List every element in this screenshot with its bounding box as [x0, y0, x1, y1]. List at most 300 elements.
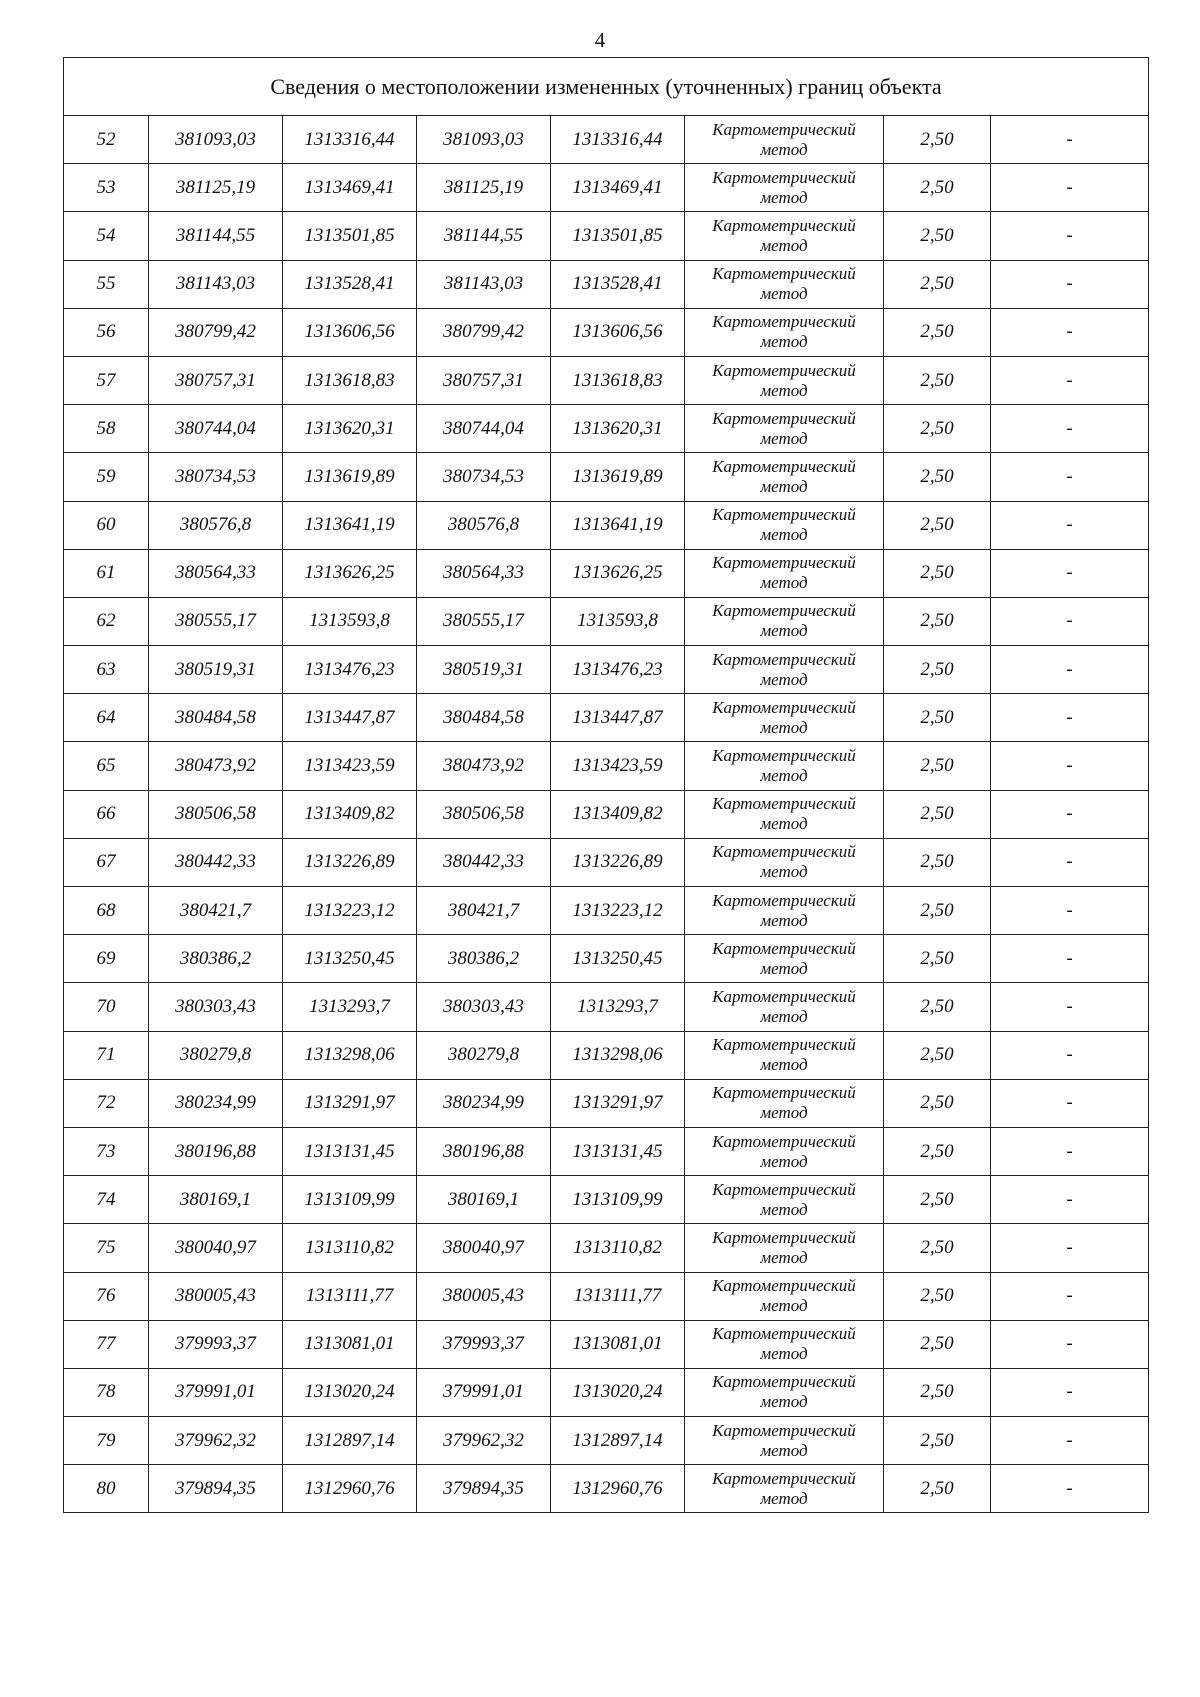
method-cell	[685, 1224, 884, 1272]
method-cell	[685, 405, 884, 453]
method-cell	[685, 838, 884, 886]
table-body	[64, 58, 1149, 1513]
method-cell	[685, 1465, 884, 1513]
description-cell: -	[991, 742, 1149, 790]
x-existing-cell: 381144,55	[149, 212, 283, 260]
method-line-1: Картометрический	[712, 601, 856, 621]
description-cell: -	[991, 1320, 1149, 1368]
x-existing-cell: 380473,92	[149, 742, 283, 790]
x-existing-cell: 380519,31	[149, 646, 283, 694]
x-new-cell: 380734,53	[417, 453, 551, 501]
method-line-2: метод	[760, 332, 808, 352]
y-existing-cell: 1313619,89	[283, 453, 417, 501]
method-cell	[685, 116, 884, 164]
method-line-2: метод	[760, 1440, 808, 1460]
method-cell	[685, 983, 884, 1031]
y-new-cell: 1313476,23	[551, 646, 685, 694]
table-title: Сведения о местоположении измененных (уточненных) границ объекта	[64, 58, 1149, 116]
x-new-cell: 380484,58	[417, 694, 551, 742]
method-line-2: метод	[760, 1103, 808, 1123]
method-line-2: метод	[760, 910, 808, 930]
point-number-cell: 53	[64, 164, 149, 212]
method-line-2: метод	[760, 814, 808, 834]
description-cell: -	[991, 838, 1149, 886]
method-line-1: Картометрический	[712, 938, 856, 958]
x-existing-cell: 380744,04	[149, 405, 283, 453]
table-row	[64, 1031, 1149, 1079]
method-line-1: Картометрический	[712, 408, 856, 428]
y-new-cell: 1313081,01	[551, 1320, 685, 1368]
accuracy-cell: 2,50	[884, 1272, 991, 1320]
point-number-cell: 65	[64, 742, 149, 790]
table-row	[64, 260, 1149, 308]
table-row	[64, 1368, 1149, 1416]
x-existing-cell: 380005,43	[149, 1272, 283, 1320]
description-cell: -	[991, 983, 1149, 1031]
table-row	[64, 887, 1149, 935]
description-cell: -	[991, 1079, 1149, 1127]
y-new-cell: 1313250,45	[551, 935, 685, 983]
y-existing-cell: 1313606,56	[283, 308, 417, 356]
description-cell: -	[991, 887, 1149, 935]
x-new-cell: 381125,19	[417, 164, 551, 212]
y-new-cell: 1313291,97	[551, 1079, 685, 1127]
method-line-1: Картометрический	[712, 215, 856, 235]
table-row	[64, 453, 1149, 501]
accuracy-cell: 2,50	[884, 1031, 991, 1079]
method-line-2: метод	[760, 235, 808, 255]
method-line-1: Картометрический	[712, 1276, 856, 1296]
description-cell: -	[991, 694, 1149, 742]
accuracy-cell: 2,50	[884, 1224, 991, 1272]
y-existing-cell: 1313423,59	[283, 742, 417, 790]
table-row	[64, 742, 1149, 790]
method-cell	[685, 646, 884, 694]
accuracy-cell: 2,50	[884, 597, 991, 645]
description-cell: -	[991, 116, 1149, 164]
x-new-cell: 380169,1	[417, 1176, 551, 1224]
accuracy-cell: 2,50	[884, 790, 991, 838]
method-cell	[685, 1031, 884, 1079]
table-row	[64, 308, 1149, 356]
method-cell	[685, 742, 884, 790]
x-existing-cell: 380564,33	[149, 549, 283, 597]
y-new-cell: 1313131,45	[551, 1127, 685, 1175]
x-existing-cell: 380234,99	[149, 1079, 283, 1127]
method-cell	[685, 453, 884, 501]
description-cell: -	[991, 790, 1149, 838]
point-number-cell: 72	[64, 1079, 149, 1127]
method-line-1: Картометрический	[712, 167, 856, 187]
y-existing-cell: 1313469,41	[283, 164, 417, 212]
accuracy-cell: 2,50	[884, 116, 991, 164]
method-line-2: метод	[760, 862, 808, 882]
accuracy-cell: 2,50	[884, 1127, 991, 1175]
x-new-cell: 380442,33	[417, 838, 551, 886]
method-line-2: метод	[760, 1296, 808, 1316]
method-line-2: метод	[760, 958, 808, 978]
accuracy-cell: 2,50	[884, 405, 991, 453]
method-line-1: Картометрический	[712, 1420, 856, 1440]
method-line-2: метод	[760, 1344, 808, 1364]
method-cell	[685, 356, 884, 404]
method-line-1: Картометрический	[712, 553, 856, 573]
y-existing-cell: 1312897,14	[283, 1417, 417, 1465]
point-number-cell: 74	[64, 1176, 149, 1224]
x-new-cell: 380234,99	[417, 1079, 551, 1127]
method-line-1: Картометрический	[712, 1179, 856, 1199]
method-line-2: метод	[760, 1006, 808, 1026]
y-new-cell: 1313409,82	[551, 790, 685, 838]
description-cell: -	[991, 260, 1149, 308]
description-cell: -	[991, 501, 1149, 549]
x-existing-cell: 381143,03	[149, 260, 283, 308]
x-existing-cell: 380040,97	[149, 1224, 283, 1272]
method-line-1: Картометрический	[712, 119, 856, 139]
y-existing-cell: 1313081,01	[283, 1320, 417, 1368]
method-line-2: метод	[760, 476, 808, 496]
x-existing-cell: 380279,8	[149, 1031, 283, 1079]
y-existing-cell: 1313316,44	[283, 116, 417, 164]
accuracy-cell: 2,50	[884, 164, 991, 212]
x-new-cell: 381144,55	[417, 212, 551, 260]
method-line-1: Картометрический	[712, 1227, 856, 1247]
point-number-cell: 76	[64, 1272, 149, 1320]
y-new-cell: 1313298,06	[551, 1031, 685, 1079]
point-number-cell: 71	[64, 1031, 149, 1079]
y-new-cell: 1313469,41	[551, 164, 685, 212]
x-new-cell: 380473,92	[417, 742, 551, 790]
point-number-cell: 54	[64, 212, 149, 260]
table-row	[64, 646, 1149, 694]
table-row	[64, 212, 1149, 260]
point-number-cell: 79	[64, 1417, 149, 1465]
description-cell: -	[991, 1176, 1149, 1224]
method-line-1: Картометрический	[712, 986, 856, 1006]
x-existing-cell: 380196,88	[149, 1127, 283, 1175]
method-line-1: Картометрический	[712, 1083, 856, 1103]
point-number-cell: 68	[64, 887, 149, 935]
point-number-cell: 64	[64, 694, 149, 742]
point-number-cell: 59	[64, 453, 149, 501]
method-cell	[685, 694, 884, 742]
y-new-cell: 1313593,8	[551, 597, 685, 645]
y-existing-cell: 1313131,45	[283, 1127, 417, 1175]
x-existing-cell: 380555,17	[149, 597, 283, 645]
description-cell: -	[991, 356, 1149, 404]
table-row	[64, 1176, 1149, 1224]
accuracy-cell: 2,50	[884, 935, 991, 983]
accuracy-cell: 2,50	[884, 1417, 991, 1465]
y-new-cell: 1313109,99	[551, 1176, 685, 1224]
method-line-1: Картометрический	[712, 264, 856, 284]
table-row	[64, 405, 1149, 453]
accuracy-cell: 2,50	[884, 260, 991, 308]
method-cell	[685, 1368, 884, 1416]
y-new-cell: 1313641,19	[551, 501, 685, 549]
point-number-cell: 57	[64, 356, 149, 404]
method-line-1: Картометрический	[712, 312, 856, 332]
description-cell: -	[991, 1368, 1149, 1416]
y-existing-cell: 1313626,25	[283, 549, 417, 597]
x-new-cell: 381143,03	[417, 260, 551, 308]
accuracy-cell: 2,50	[884, 212, 991, 260]
method-line-1: Картометрический	[712, 842, 856, 862]
method-line-2: метод	[760, 428, 808, 448]
method-cell	[685, 887, 884, 935]
method-line-1: Картометрический	[712, 505, 856, 525]
y-new-cell: 1313423,59	[551, 742, 685, 790]
x-existing-cell: 379962,32	[149, 1417, 283, 1465]
method-line-1: Картометрический	[712, 746, 856, 766]
method-line-1: Картометрический	[712, 1324, 856, 1344]
method-line-1: Картометрический	[712, 1035, 856, 1055]
x-existing-cell: 380576,8	[149, 501, 283, 549]
x-new-cell: 380040,97	[417, 1224, 551, 1272]
accuracy-cell: 2,50	[884, 453, 991, 501]
x-existing-cell: 380734,53	[149, 453, 283, 501]
method-cell	[685, 1127, 884, 1175]
point-number-cell: 61	[64, 549, 149, 597]
method-line-1: Картометрический	[712, 1468, 856, 1488]
method-cell	[685, 597, 884, 645]
x-new-cell: 380744,04	[417, 405, 551, 453]
x-existing-cell: 380484,58	[149, 694, 283, 742]
table-row	[64, 1079, 1149, 1127]
method-line-2: метод	[760, 1392, 808, 1412]
table-row	[64, 1320, 1149, 1368]
description-cell: -	[991, 1417, 1149, 1465]
description-cell: -	[991, 164, 1149, 212]
method-cell	[685, 501, 884, 549]
point-number-cell: 63	[64, 646, 149, 694]
y-new-cell: 1312960,76	[551, 1465, 685, 1513]
y-existing-cell: 1313501,85	[283, 212, 417, 260]
method-cell	[685, 212, 884, 260]
description-cell: -	[991, 1465, 1149, 1513]
point-number-cell: 70	[64, 983, 149, 1031]
description-cell: -	[991, 549, 1149, 597]
table-row	[64, 116, 1149, 164]
description-cell: -	[991, 308, 1149, 356]
point-number-cell: 80	[64, 1465, 149, 1513]
method-cell	[685, 935, 884, 983]
y-new-cell: 1313619,89	[551, 453, 685, 501]
y-new-cell: 1313501,85	[551, 212, 685, 260]
x-existing-cell: 379993,37	[149, 1320, 283, 1368]
x-existing-cell: 380442,33	[149, 838, 283, 886]
point-number-cell: 56	[64, 308, 149, 356]
point-number-cell: 67	[64, 838, 149, 886]
description-cell: -	[991, 597, 1149, 645]
y-existing-cell: 1313620,31	[283, 405, 417, 453]
page-number: 4	[594, 28, 606, 52]
table-row	[64, 1272, 1149, 1320]
description-cell: -	[991, 646, 1149, 694]
table-row	[64, 549, 1149, 597]
accuracy-cell: 2,50	[884, 308, 991, 356]
method-line-2: метод	[760, 766, 808, 786]
description-cell: -	[991, 1031, 1149, 1079]
x-new-cell: 380555,17	[417, 597, 551, 645]
method-line-2: метод	[760, 1247, 808, 1267]
method-cell	[685, 1176, 884, 1224]
method-line-1: Картометрический	[712, 360, 856, 380]
x-existing-cell: 379894,35	[149, 1465, 283, 1513]
accuracy-cell: 2,50	[884, 983, 991, 1031]
method-line-2: метод	[760, 380, 808, 400]
accuracy-cell: 2,50	[884, 1368, 991, 1416]
method-cell	[685, 260, 884, 308]
y-existing-cell: 1313020,24	[283, 1368, 417, 1416]
point-number-cell: 55	[64, 260, 149, 308]
method-cell	[685, 308, 884, 356]
method-line-1: Картометрический	[712, 649, 856, 669]
accuracy-cell: 2,50	[884, 1176, 991, 1224]
method-cell	[685, 1320, 884, 1368]
method-line-2: метод	[760, 1055, 808, 1075]
x-new-cell: 380576,8	[417, 501, 551, 549]
table-row	[64, 356, 1149, 404]
accuracy-cell: 2,50	[884, 356, 991, 404]
y-new-cell: 1312897,14	[551, 1417, 685, 1465]
table-row	[64, 164, 1149, 212]
method-cell	[685, 549, 884, 597]
table-title-row	[64, 58, 1149, 116]
method-line-2: метод	[760, 284, 808, 304]
accuracy-cell: 2,50	[884, 742, 991, 790]
point-number-cell: 69	[64, 935, 149, 983]
y-existing-cell: 1313226,89	[283, 838, 417, 886]
point-number-cell: 66	[64, 790, 149, 838]
table-row	[64, 501, 1149, 549]
y-new-cell: 1313620,31	[551, 405, 685, 453]
x-new-cell: 380757,31	[417, 356, 551, 404]
y-existing-cell: 1312960,76	[283, 1465, 417, 1513]
x-new-cell: 380005,43	[417, 1272, 551, 1320]
y-existing-cell: 1313250,45	[283, 935, 417, 983]
method-line-2: метод	[760, 525, 808, 545]
description-cell: -	[991, 405, 1149, 453]
description-cell: -	[991, 212, 1149, 260]
point-number-cell: 73	[64, 1127, 149, 1175]
accuracy-cell: 2,50	[884, 1465, 991, 1513]
accuracy-cell: 2,50	[884, 838, 991, 886]
y-new-cell: 1313618,83	[551, 356, 685, 404]
x-existing-cell: 380506,58	[149, 790, 283, 838]
x-new-cell: 380799,42	[417, 308, 551, 356]
method-cell	[685, 164, 884, 212]
x-existing-cell: 380386,2	[149, 935, 283, 983]
x-new-cell: 380506,58	[417, 790, 551, 838]
method-line-2: метод	[760, 621, 808, 641]
y-existing-cell: 1313111,77	[283, 1272, 417, 1320]
method-cell	[685, 1417, 884, 1465]
x-new-cell: 381093,03	[417, 116, 551, 164]
y-new-cell: 1313020,24	[551, 1368, 685, 1416]
x-new-cell: 379993,37	[417, 1320, 551, 1368]
y-existing-cell: 1313528,41	[283, 260, 417, 308]
method-line-2: метод	[760, 1199, 808, 1219]
method-line-2: метод	[760, 669, 808, 689]
point-number-cell: 78	[64, 1368, 149, 1416]
x-existing-cell: 380799,42	[149, 308, 283, 356]
y-new-cell: 1313447,87	[551, 694, 685, 742]
table-row	[64, 935, 1149, 983]
point-number-cell: 77	[64, 1320, 149, 1368]
y-new-cell: 1313528,41	[551, 260, 685, 308]
y-existing-cell: 1313223,12	[283, 887, 417, 935]
table-row	[64, 694, 1149, 742]
method-line-2: метод	[760, 139, 808, 159]
accuracy-cell: 2,50	[884, 1079, 991, 1127]
table-row	[64, 790, 1149, 838]
method-line-1: Картометрический	[712, 1372, 856, 1392]
method-line-1: Картометрический	[712, 794, 856, 814]
x-existing-cell: 379991,01	[149, 1368, 283, 1416]
y-existing-cell: 1313618,83	[283, 356, 417, 404]
description-cell: -	[991, 453, 1149, 501]
point-number-cell: 60	[64, 501, 149, 549]
x-existing-cell: 380757,31	[149, 356, 283, 404]
method-line-1: Картометрический	[712, 1131, 856, 1151]
y-existing-cell: 1313109,99	[283, 1176, 417, 1224]
x-new-cell: 380196,88	[417, 1127, 551, 1175]
accuracy-cell: 2,50	[884, 549, 991, 597]
y-existing-cell: 1313593,8	[283, 597, 417, 645]
method-cell	[685, 1272, 884, 1320]
y-new-cell: 1313626,25	[551, 549, 685, 597]
table-row	[64, 1127, 1149, 1175]
table-row	[64, 1417, 1149, 1465]
method-line-1: Картометрический	[712, 697, 856, 717]
y-new-cell: 1313223,12	[551, 887, 685, 935]
x-new-cell: 380279,8	[417, 1031, 551, 1079]
x-existing-cell: 380303,43	[149, 983, 283, 1031]
y-existing-cell: 1313293,7	[283, 983, 417, 1031]
x-new-cell: 379894,35	[417, 1465, 551, 1513]
table-row	[64, 838, 1149, 886]
y-new-cell: 1313606,56	[551, 308, 685, 356]
y-existing-cell: 1313476,23	[283, 646, 417, 694]
point-number-cell: 58	[64, 405, 149, 453]
x-new-cell: 380519,31	[417, 646, 551, 694]
table-row	[64, 1465, 1149, 1513]
description-cell: -	[991, 935, 1149, 983]
x-new-cell: 380386,2	[417, 935, 551, 983]
y-existing-cell: 1313447,87	[283, 694, 417, 742]
boundary-coordinates-table	[63, 57, 1149, 1513]
method-line-1: Картометрический	[712, 890, 856, 910]
x-new-cell: 379962,32	[417, 1417, 551, 1465]
y-new-cell: 1313110,82	[551, 1224, 685, 1272]
point-number-cell: 62	[64, 597, 149, 645]
x-existing-cell: 381125,19	[149, 164, 283, 212]
accuracy-cell: 2,50	[884, 1320, 991, 1368]
y-new-cell: 1313226,89	[551, 838, 685, 886]
description-cell: -	[991, 1224, 1149, 1272]
accuracy-cell: 2,50	[884, 501, 991, 549]
y-new-cell: 1313293,7	[551, 983, 685, 1031]
y-new-cell: 1313316,44	[551, 116, 685, 164]
accuracy-cell: 2,50	[884, 887, 991, 935]
table-row	[64, 597, 1149, 645]
x-new-cell: 380564,33	[417, 549, 551, 597]
method-cell	[685, 790, 884, 838]
method-cell	[685, 1079, 884, 1127]
y-existing-cell: 1313641,19	[283, 501, 417, 549]
method-line-2: метод	[760, 1488, 808, 1508]
